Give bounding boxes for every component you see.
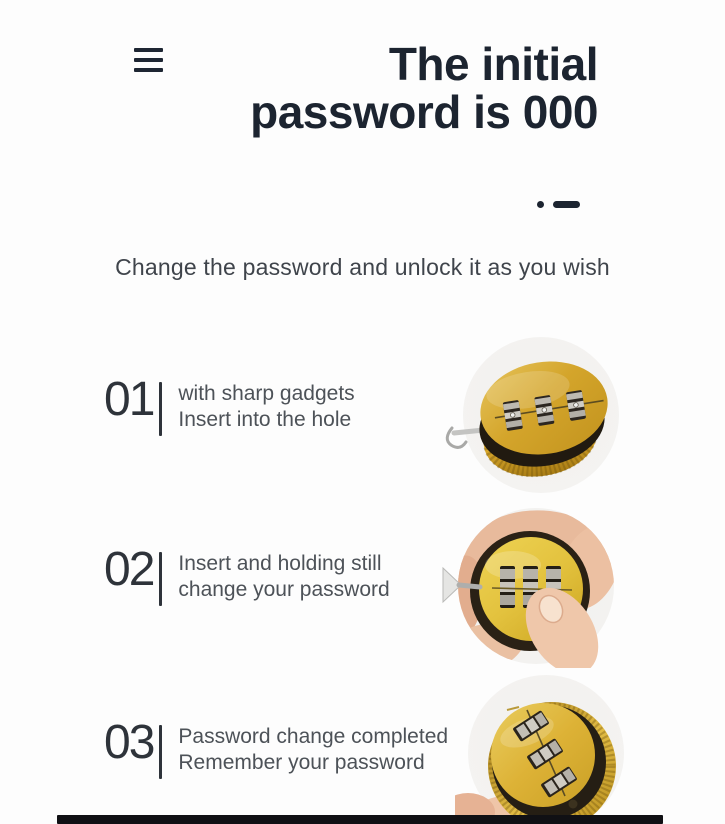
- step-number-2: 02: [104, 543, 154, 596]
- step-row-3: [104, 716, 449, 779]
- title-decoration: [537, 199, 583, 209]
- step-text-2: [178, 551, 389, 603]
- step-row-1: [104, 373, 355, 436]
- decoration-dash: [553, 201, 580, 208]
- footer-bar: [57, 815, 663, 824]
- step-number-divider: [159, 552, 162, 606]
- step-1-line-1: with sharp gadgets: [178, 382, 355, 405]
- menu-bar: [134, 58, 163, 62]
- step-number-3: 03: [104, 716, 154, 769]
- step-3-line-2: Remember your password: [178, 751, 425, 774]
- menu-bar: [134, 48, 163, 52]
- step-text-1: [178, 381, 354, 433]
- step-number-1: 01: [104, 373, 154, 426]
- step-number-divider: [159, 725, 162, 779]
- lock-photo-step-3: [455, 672, 645, 824]
- step-1-line-2: Insert into the hole: [178, 408, 352, 431]
- step-row-2: [104, 543, 390, 606]
- decoration-dot: [537, 201, 544, 208]
- menu-icon[interactable]: [134, 48, 163, 72]
- page-title-line-1: The initial: [388, 38, 598, 90]
- page-title-line-2: password is 000: [250, 86, 598, 138]
- step-2-line-1: Insert and holding still: [178, 552, 382, 575]
- step-2-line-2: change your password: [178, 578, 390, 601]
- lock-photo-step-1: [440, 332, 640, 497]
- page-title: [250, 40, 598, 136]
- menu-bar: [134, 68, 163, 72]
- subtitle: Change the password and unlock it as you wish: [115, 254, 610, 280]
- step-text-3: [178, 724, 448, 776]
- step-number-divider: [159, 382, 162, 436]
- step-3-line-1: Password change completed: [178, 725, 449, 748]
- lock-photo-step-2: [438, 505, 640, 668]
